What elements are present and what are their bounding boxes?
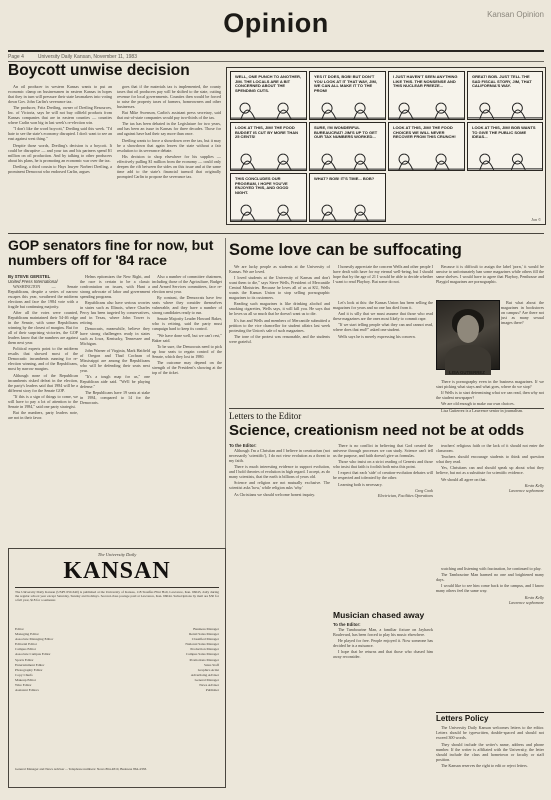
letter-signature-info: Lawrence sophomore xyxy=(508,487,544,493)
staff-title: News Adviser xyxy=(199,683,219,688)
paragraph: "I don't like the word boycott," Dreiling said this week. "I'd hate to see the state's economy disrupted. I don't want to see an east against west thing." xyxy=(8,126,112,142)
paragraph: We are lucky people as students at the University of Kansas. We are loved. xyxy=(229,264,330,274)
paragraph: Helms epitomizes the New Right, and the race is certain to be a classic confrontation on issues, with Hunt a strong advocate of labor and government spending programs. xyxy=(80,274,150,299)
anchor-figures-drawing xyxy=(231,142,306,170)
staff-title: Campus Editor xyxy=(15,647,37,652)
salutation: To the Editor: xyxy=(229,443,257,448)
kansan-footer: General Manager and News Adviser ... Telephone numbers: News 864-4810, Business 864-4358. xyxy=(15,767,147,771)
senate-column-3 xyxy=(152,274,222,540)
letter-signature: Greg Cook xyxy=(415,487,433,493)
staff-title: Assistant Editors xyxy=(15,688,39,693)
cartoon-panel xyxy=(230,122,307,171)
paragraph: Dreiling wants to force a showdown over the tax, but it may be a showdown that again leaves the state without a fair resolution to its severance debate. xyxy=(117,137,221,153)
section-divider xyxy=(8,233,544,234)
paragraph: I hope that he returns and that those who chased him away reconsider. xyxy=(333,649,433,660)
senate-column-1 xyxy=(8,274,78,540)
letters-column-1 xyxy=(229,443,330,608)
anchor-figures-drawing xyxy=(468,91,542,119)
paragraph: An oil producer in western Kansas wants to put an economic clamp on businessmen in eastern Kansas in hopes that they in turn will pressure their state lawmakers into voting down Gov. John Carlin's severance tax. xyxy=(8,84,112,104)
cartoon-panel xyxy=(309,122,386,171)
paragraph: Although I'm a Christian and I believe in creationism (not necessarily 'scientific'), I do not view evolution as a threat to my faith. xyxy=(229,448,330,463)
paper-date: University Daily Kansan, November 11, 1983 xyxy=(37,54,137,60)
staff-title: Retail Sales Manager xyxy=(189,632,219,637)
suffocating-column-3-top xyxy=(436,264,544,298)
speech-bubble: I JUST HAVEN'T SEEN ANYTHING LIKE THIS. THE NONSENSE AND THIS NUCLEAR FREEZE... xyxy=(393,74,458,89)
cartoon-credit: Jon © xyxy=(531,217,541,222)
corner-label: Kansan Opinion xyxy=(487,10,544,19)
section-title: Opinion xyxy=(223,8,329,38)
staff-title: Editor xyxy=(15,627,24,631)
cartoon-panel xyxy=(388,122,465,171)
musician-headline: Musician chased away xyxy=(333,610,425,620)
paragraph: But what about the magazines in bookstores on campus? Are there not just as many sexual images there? xyxy=(501,300,544,325)
paragraph: If Wells is to start determining what we can read, then why not the student newspaper? xyxy=(436,390,544,401)
anchor-figures-drawing xyxy=(231,91,306,119)
paragraph: There is no conflict in believing that God created the universe through processes we can study. Science can't tell us the purpose, and faith doesn't give us formulas. xyxy=(333,443,433,458)
staff-title: Campus Sales Manager xyxy=(185,652,219,657)
paragraph: But Mike Swenson, Carlin's assistant press secretary, said that out-of-state companies would pay two-thirds of the tax. xyxy=(117,110,221,121)
speech-bubble: LOOK AT THIS, JIM! THE FOOD BUDGET IS CUT BY MORE THAN 25 CENTS! xyxy=(235,125,299,140)
staff-title: Classified Manager xyxy=(191,637,219,642)
paragraph: The producer, Fritz Dreiling, owner of Dreiling Resources, Inc. of Victoria, says he will not buy oilfield products from Kansas companies that are in eastern counties — counties where Carlin won big in last week's re-election win. xyxy=(8,105,112,126)
staff-title: Publisher xyxy=(205,688,219,693)
anchor-figures-drawing xyxy=(231,193,306,221)
boycott-column-1 xyxy=(8,84,112,230)
anchor-figures-drawing xyxy=(389,142,464,170)
paragraph: teachers' religious faith or the lack of it should not enter the classroom. xyxy=(436,443,544,453)
paragraph: Although none of the Republican incumbents risked defeat in the election, the party's leaders said that 1984 will be a different story for the Senate GOP. xyxy=(8,372,78,393)
letter-signature-info: Electrician, Facilities Operations xyxy=(377,492,433,498)
speech-bubble: THIS CONCLUDES OUR PROGRAM, I HOPE YOU'VE ENJOYED THIS, AND GOOD NIGHT. xyxy=(235,176,289,195)
paragraph: "If we start telling people what they can and cannot read, where does that end?" asked one student. xyxy=(333,322,433,333)
paragraph: We are old enough to make our own choices. xyxy=(441,401,515,407)
anchor-figures-drawing xyxy=(468,142,542,170)
cartoon-panel xyxy=(467,71,543,120)
staff-title: Associate Campus Editor xyxy=(15,652,51,657)
suffocating-column-3 xyxy=(436,379,544,413)
paragraph: After all the votes were counted, Republicans maintained their 54-46 edge in the Senate, with some Republicans winning by the closest of margins. But for all of their surprising victories, the GOP leaders know that the numbers are against them next year. xyxy=(8,310,78,346)
staff-title: Copy Chiefs xyxy=(15,672,33,677)
kansan-staff-right xyxy=(121,627,219,693)
paragraph: I loved students at the University of Kansas and don't want them to die," says Steve Wells, President of Mercantile Central Ministries. Because he loves all of us at KU, Wells wants the Kansas Union to stop selling pornographic magazines to its customers. xyxy=(229,275,330,301)
photo-face xyxy=(457,315,479,343)
paragraph: I expect that each 'side' of creation-evolution debates will be respected and tolerated by the other. xyxy=(333,470,433,481)
paragraph: The outcome may depend on the strength of the President's showing at the top of the ticket. xyxy=(152,359,222,375)
paragraph: As Christians we should welcome honest inquiry. xyxy=(234,491,316,497)
suffocating-column-2 xyxy=(333,300,433,394)
cartoon-panel xyxy=(309,71,386,120)
staff-title: Managing Editor xyxy=(15,632,39,637)
staff-title: Sports Editor xyxy=(15,657,34,662)
photo-caption: LISA GUTIERREZ xyxy=(449,370,485,375)
staff-title: Photography Editor xyxy=(15,667,43,672)
paragraph: I would like to see him come back to the campus, and I know many others feel the same way. xyxy=(436,583,544,594)
paragraph: There is pornography even in the business magazines. If we start picking what stays and what goes, where do we stop? xyxy=(436,379,544,389)
paragraph: The Kansan reserves the right to edit or reject letters. xyxy=(441,762,528,768)
byline-agency: United Press International xyxy=(8,279,58,284)
paragraph: It's fun and Wells and members of Mercantile submitted a petition to the vice chancellor for student affairs last week protesting the Union's sale of such magazines. xyxy=(229,317,330,333)
speech-bubble: LOOK AT THIS, JIM! BOB WANTS TO GIVE THE PUBLIC SOME IDEAS... xyxy=(472,125,536,140)
paragraph: Reading such magazines is like drinking alcohol and smoking cigarettes, Wells says, it will kill you. He says that he loves us all so much that he doesn't want us to die. xyxy=(229,301,330,317)
letters-column-2 xyxy=(333,443,433,608)
letter-signature: Kevin Kelly xyxy=(524,594,544,600)
folio-line xyxy=(8,54,544,62)
paragraph: WASHINGTON — Senate Republicans, despite a series of narrow escapes this year, weathered the midterm elections and face the 1984 vote with a fragile but continuing majority. xyxy=(8,284,78,309)
musician-column-2 xyxy=(436,566,544,709)
editorial-cartoon xyxy=(226,67,546,225)
kansan-intro: The University Daily Kansan (USPS 650-640) is published at the University of Kansas, 118 Stauffer-Flint Hall, Lawrence, Kan. 66045, daily during the regular school year except Saturday, Sunday and holidays. Second-class postage paid at Lawrence, Kan. 66044. Subscriptions by mail are $30 for a full year, $18 for a semester. xyxy=(15,590,219,603)
paragraph: Teachers should encourage students to think and question what they read. xyxy=(436,454,544,465)
section-masthead xyxy=(8,6,544,52)
letters-policy-box xyxy=(436,712,544,787)
suffocating-column-1 xyxy=(229,264,330,394)
paragraph: Senate Majority Leader Howard Baker, who is retiring, said the party must campaign hard to keep its control. xyxy=(152,316,222,332)
kansan-pre-title: The University Daily xyxy=(97,552,137,557)
staff-title: Associate Managing Editor xyxy=(15,637,54,642)
staff-title: Business Manager xyxy=(193,627,219,631)
paragraph: Also a number of committee chairmen, including those of the Agriculture, Budget and Armed Services committees, face re-election next year. xyxy=(152,274,222,294)
paragraph: We should all agree on that. xyxy=(441,476,487,482)
staff-title: Makeup Editor xyxy=(15,677,37,682)
letter-signature-info: Lawrence sophomore xyxy=(508,599,544,605)
boycott-column-2 xyxy=(117,84,221,230)
section-divider xyxy=(229,408,544,409)
boycott-headline: Boycott unwise decision xyxy=(8,62,190,79)
anchor-figures-drawing xyxy=(310,193,385,221)
paragraph: Democrats, meanwhile, believe they have strong challengers ready in states such as Iowa, Kentucky, Tennessee and Michigan. xyxy=(80,326,150,347)
kansan-title: KANSAN xyxy=(63,558,171,584)
speech-bubble: YES IT DOES, BOB! BUT DON'T YOU LOOK AT IT THAT WAY, JIM, WE CAN ALL MAKE IT TO THE PROM! xyxy=(314,74,377,93)
suffocating-headline: Some love can be suffocating xyxy=(229,241,462,259)
staff-title: Sales Staff xyxy=(203,662,219,667)
speech-bubble: SURE, I'M WONDERFUL BUREAUCRAT! JIM'S UP TO GET OUR TAX NUMBERS WORKED... xyxy=(314,125,378,140)
letters-column-3 xyxy=(436,443,544,563)
paragraph: Yes, Christians can and should speak up about what they believe, but not as a substitute for scientific evidence. xyxy=(436,465,544,476)
staff-title: Wire Editor xyxy=(15,683,32,688)
paragraph: "We have done well, but we can't rest," Baker said. xyxy=(152,332,222,343)
paragraph: Wells says he is merely expressing his concern. xyxy=(338,333,416,339)
cartoon-panel xyxy=(467,122,543,171)
paragraph: To be sure, the Democrats need to pick up four seats to regain control of the Senate, which they lost in 1980. xyxy=(152,343,222,359)
paragraph: They should include the writer's name, address and phone number. If the writer is affiliated with the University, the letter should include the class and hometown or faculty or staff position. xyxy=(436,741,544,762)
letters-policy-headline: Letters Policy xyxy=(436,714,489,723)
paragraph: goes that if the materials tax is implemented, the county taxes that oil producers pay will be shifted to the state, cutting revenue for local governments. Counties then would be forced to raise the property taxes of farmers, homeowners and other businesses. xyxy=(117,84,221,109)
paragraph: John Warner of Virginia, Mark Hatfield of Oregon and Thad Cochran of Mississippi are among the Republicans who will be defending their seats next year. xyxy=(80,347,150,373)
kansan-staff-left xyxy=(15,627,115,693)
paragraph: "If this is a sign of things to come, we will have to pay a lot of attention to the Senate in 1984," said one party strategist. xyxy=(8,393,78,409)
byline: By STEVE GERSTEL xyxy=(8,274,51,279)
paragraph: The tax has been debated in the Legislature for two years, and has been an issue in Kansas for three decades. Those for and against have had their say more than once. xyxy=(117,121,221,137)
senate-column-2 xyxy=(80,274,150,540)
kansan-masthead-box xyxy=(8,548,226,788)
staff-title: General Manager xyxy=(194,677,219,682)
staff-title: Advertising Adviser xyxy=(190,672,219,677)
staff-title: Editorial Editor xyxy=(15,642,37,647)
paragraph: His decision to shop elsewhere for his supplies — effectively pulling $1 million from the economy — could only deepen the rift between the sides on this issue and at the same time add to the state's financial turmoil that originally prompted Carlin to propose the severance tax. xyxy=(117,153,221,179)
paragraph: He played for free. People enjoyed it. Now someone has decided he is a nuisance. xyxy=(333,638,433,649)
letter-signature: Kevin Kelly xyxy=(524,482,544,488)
salutation: To the Editor: xyxy=(333,622,361,627)
paragraph: There is much interesting evidence to support evolution, and I hold theories of evolution in high regard. I accept, as do many scientists, that the earth is billions of years old. xyxy=(229,464,330,480)
speech-bubble: WHAT? BOB! IT'S TIME... BOB? xyxy=(314,176,375,181)
columnist-photo xyxy=(436,300,500,370)
letters-policy-body xyxy=(436,725,544,785)
letters-section-label: Letters to the Editor xyxy=(229,411,302,421)
anchor-figures-drawing xyxy=(389,91,464,119)
staff-title: Graphics Artist xyxy=(197,667,219,672)
paragraph: The Tambourine Man, a familiar fixture on Jayhawk Boulevard, has been forced to play his music elsewhere. xyxy=(333,627,433,637)
speech-bubble: GREAT! BOB. JUST TELL THE SAD FISCAL STORY, JIM, THAT CALIFORNIA'S WAY. xyxy=(472,74,532,89)
cartoon-panel xyxy=(230,173,307,222)
paragraph: Those who insist on a strict reading of Genesis and those who insist that faith is foolish both miss this point. xyxy=(333,459,433,470)
anchor-figures-drawing xyxy=(310,91,385,119)
paragraph: Dreiling, a third cousin to Hays lawyer Norbert Dreiling, a prominent Democrat who endorsed Carlin, argues xyxy=(8,163,112,174)
paragraph: Science and religion are not mutually exclusive. The scientist asks 'how,' while religion asks 'why.' xyxy=(229,480,330,491)
paragraph: I honestly appreciate the concern Wells and other people I have dealt with have for my eternal well-being, but I should hope that by the age of 21 I would be able to decide whether I want to read Playboy. But some do not. xyxy=(333,264,433,284)
kansan-rule xyxy=(15,587,219,588)
paragraph: And it is silly that we must assume that those who read these magazines are the ones most likely to commit rape. xyxy=(333,311,433,322)
paragraph: Let's look at this: the Kansas Union has been selling the magazines for years and no one has died from it. xyxy=(333,300,433,310)
paragraph: By contrast, the Democrats have few seats where they consider themselves vulnerable, and they have a number of strong candidates ready to run. xyxy=(152,295,222,316)
page-number: Page 4 xyxy=(8,54,24,60)
paragraph: Republicans also have serious worries in states such as Illinois, where Charles Percy has been targeted by conservatives, and in Texas, where John Tower is retiring. xyxy=(80,300,150,326)
speech-bubble: LOOK AT THIS, JIM! THE FOOD CHOICES WE WILL NEVER RECOVER FROM THIS CRUNCH! xyxy=(393,125,456,140)
paragraph: watching and listening with fascination, he continued to play. xyxy=(441,566,542,571)
suffocating-column-2-top xyxy=(333,264,433,298)
anchor-figures-drawing xyxy=(310,142,385,170)
paragraph: Despite those words, Dreiling's decision is a boycott. It could be disruptive — and your tax and his partners spend $1 million on oil production. And by talking to other producers about his plans, he is promoting an economic war over the tax. xyxy=(8,142,112,163)
paragraph: Because it is difficult to assign the label 'porn,' it would be unwise to unfortunately ban some magazines while others fill the same shelves. I would have to agree that Playboy, Penthouse and Playgirl magazines are pornographic. xyxy=(436,264,544,284)
letters-headline: Science, creationism need not be at odds xyxy=(229,422,525,439)
paragraph: Political experts point to the midterm results that showed most of the Democratic incumbents running for re-election winning, and of the Republicans, most by narrow margins. xyxy=(8,346,78,372)
staff-title: Entertainment Editor xyxy=(15,662,45,667)
musician-column-1 xyxy=(333,622,433,788)
paragraph: Lisa Gutierrez is a Lawrence senior in journalism. xyxy=(441,407,524,413)
paragraph: But the numbers, party leaders note, are not in their favor. xyxy=(8,409,78,420)
cartoon-panel xyxy=(309,173,386,222)
cartoon-panel xyxy=(230,71,307,120)
paragraph: "It's a tough map for us," one Republican aide said. "We'll be playing defense." xyxy=(80,373,150,389)
cartoon-panel xyxy=(388,71,465,120)
suffocating-column-3-side xyxy=(501,300,544,378)
staff-title: Promotions Manager xyxy=(189,657,219,662)
paragraph: The Republicans have 19 seats at stake in 1984, compared to 14 for the Democrats. xyxy=(80,389,150,405)
staff-title: National Sales Manager xyxy=(185,642,219,647)
paragraph: The tone of the protest was reasonable, and the students were grateful. xyxy=(229,333,330,344)
staff-title: Production Manager xyxy=(190,647,219,652)
senate-headline: GOP senators fine for now, but numbers off for '84 race xyxy=(8,237,214,268)
speech-bubble: WELL, ONE PUNCH TO ANOTHER, JIM. THE LOCALS ARE A BIT CONCERNED ABOUT THE SPENDING CUTS. xyxy=(235,74,301,93)
paragraph: Learning both is necessary. xyxy=(338,481,383,487)
paragraph: The Tambourine Man harmed no one and brightened many days. xyxy=(436,572,544,583)
paragraph: The University Daily Kansan welcomes letters to the editor. Letters should be typewritten, double-spaced and should not exceed 300 words. xyxy=(436,725,544,741)
